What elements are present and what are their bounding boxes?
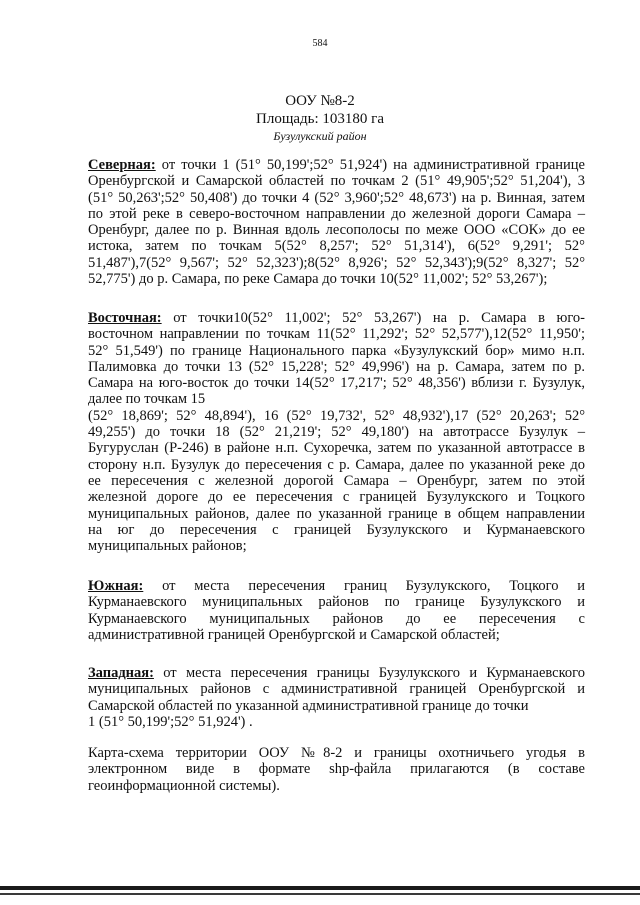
text-line: Южная: от места пересечения границ Бузулукского, Тоцкого и (88, 578, 585, 594)
text-line: истока, затем по точкам 5(52° 8,257'; 52° 51,314'), 6(52° 9,291'; 52° (88, 238, 585, 255)
section-heading-west: Западная: (88, 665, 154, 681)
bottom-divider (0, 886, 640, 890)
text-line: Северная: от точки 1 (51° 50,199';52° 51,924') на административной границе (88, 157, 585, 173)
text-line: железной дороге до ее пересечения с границей Бузулукского и Тоцкого (88, 489, 585, 506)
text-line: далее по точкам 15 (88, 391, 206, 408)
document-title: ООУ №8-2 (285, 93, 355, 109)
text-line: Оренбургской и Самарской областей по точкам 2 (51° 49,905';52° 51,204'), 3 (88, 173, 585, 190)
page-number: 584 (312, 38, 328, 49)
section-south (88, 578, 585, 643)
text-line: геоинформационной системы). (88, 777, 280, 794)
section-north (88, 157, 585, 287)
text-line: восточном направлении по точкам 11(52° 11,292'; 52° 52,577'),12(52° 11,950'; (88, 326, 585, 343)
text-line: 49,255') до точки 18 (52° 21,219'; 52° 49,180') на автотрассе Бузулук – (88, 424, 585, 441)
text-line: (51° 50,263';52° 50,408') до точки 4 (52° 3,960';52° 48,673') на р. Винная, затем (88, 189, 585, 206)
text-line: муниципальных районов; (88, 538, 247, 555)
text-line: 51,487'),7(52° 9,567'; 52° 52,323');8(52° 8,926'; 52° 52,343');9(52° 8,327'; 52° (88, 254, 585, 271)
district-line: Бузулукский район (273, 129, 367, 143)
bottom-divider-thin (0, 893, 640, 895)
text-line: сторону н.п. Бузулук до пересечения с р. Самара, далее по указанной реке до (88, 456, 585, 473)
text-line: (52° 18,869'; 52° 48,894'), 16 (52° 19,732', 52° 48,932'),17 (52° 20,263'; 52° (88, 407, 585, 424)
text-line: Западная: от места пересечения границы Бузулукского и Курманаевского (88, 665, 585, 681)
text-line: 52,775') до р. Самара, по реке Самара до точки 10(52° 11,002'; 52° 53,267'); (88, 271, 548, 288)
text-line: Курманаевского муниципальных районов по границе Бузулукского и (88, 594, 585, 611)
section-east (88, 310, 585, 554)
text-line: 1 (51° 50,199';52° 51,924') . (88, 713, 253, 730)
text-line: Курманаевского муниципальных районов до ее пересечения с (88, 610, 585, 627)
section-heading-south: Южная: (88, 578, 144, 594)
text-line: Карта-схема территории ООУ №8-2 и границы охотничьего угодья в (88, 745, 585, 761)
text-line: Восточная: от точки10(52° 11,002'; 52° 53,267') на р. Самара в юго- (88, 310, 585, 326)
text-line: Оренбург, далее по р. Винная вдоль лесополосы по меже ООО «СОК» до ее (88, 222, 585, 239)
text-line: Самарской областей по указанной административной границе до точки (88, 697, 529, 714)
text-line: Самара на юго-восток до точки 14(52° 17,217'; 52° 48,356') вблизи г. Бузулук, (88, 375, 585, 392)
document-header (0, 92, 640, 144)
text-line: Бугуруслан (Р-246) в районе н.п. Сухоречка, затем по указанной автотрассе в (88, 440, 585, 457)
text-line: на юг до пересечения с границей Бузулукского и Курманаевского (88, 521, 585, 538)
text-line: ее пересечения с железной дорогой Самара – Оренбург, затем по этой (88, 472, 585, 489)
closing-note (88, 745, 585, 794)
text-line: 52° 51,549') по границе Национального парка «Бузулукский бор» мимо н.п. (88, 342, 585, 359)
text-line: муниципальных районов, далее по указанной границе в общем направлении (88, 505, 585, 522)
text-line: административной границей Оренбургской и Самарской областей; (88, 626, 500, 643)
text-line: электронном виде в формате shp-файла прилагаются (в составе (88, 761, 585, 778)
text-line: муниципальных районов с административной границей Оренбургской и (88, 681, 585, 698)
section-heading-east: Восточная: (88, 310, 162, 326)
section-west (88, 665, 585, 730)
area-line: Площадь: 103180 га (256, 111, 384, 127)
text-line: Палимовка до точки 13 (52° 15,228'; 52° 49,996') на р. Самара, затем по р. (88, 358, 585, 375)
section-heading-north: Северная: (88, 157, 156, 173)
text-line: по этой реке в северо-восточном направлении до железной дороги Самара – (88, 205, 585, 222)
